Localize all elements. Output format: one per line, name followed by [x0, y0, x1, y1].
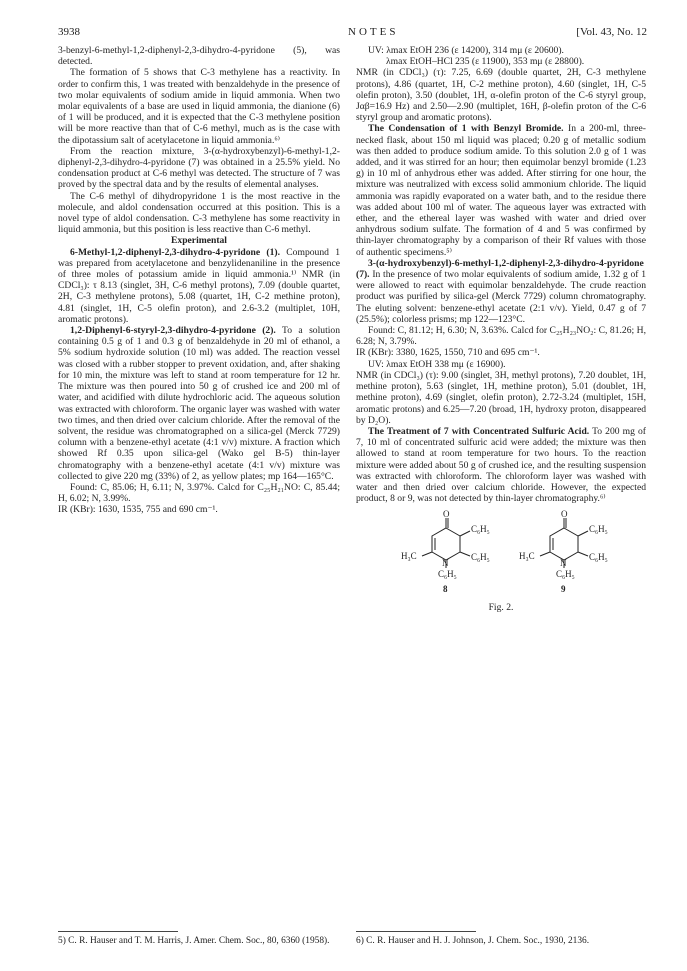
- ir-data: IR (KBr): 3380, 1625, 1550, 710 and 695 cm⁻¹.: [356, 347, 540, 359]
- label-methyl: H₃C: [401, 551, 417, 562]
- compound-number: 8: [443, 584, 448, 595]
- figure-caption: Fig. 2.: [488, 602, 514, 614]
- label-methyl: H₃C: [519, 551, 535, 562]
- experimental-paragraph: [58, 247, 340, 325]
- paragraph: The formation of 5 shows that C-3 methylene has a reactivity. In order to confirm this, 1 was treated with benzaldehyde in the presence of two molar equivalents of sodium amide in liquid ammonia. When two molar equivalents of a base are used in liquid ammonia, the dianione (6) of 1 will be produced, and it is expected that the C-3 methylene position will be more reactive than that of C-6 methyl, much as is the case with the dipotassium salt of acetylacetone in liquid ammonia.⁶⁾: [58, 67, 340, 146]
- right-column: [356, 45, 646, 614]
- running-title: NOTES: [348, 26, 399, 38]
- experimental-paragraph: [58, 325, 340, 482]
- elemental-analysis: Found: C, 85.06; H, 6.11; N, 3.97%. Calcd for C₂₅H₂₁NO: C, 85.44; H, 6.02; N, 3.99%.: [58, 481, 340, 505]
- elemental-analysis: Found: C, 81.12; H, 6.30; N, 3.63%. Calcd for C₂₅H₂₃NO₂: C, 81.26; H, 6.28; N, 3.79%.: [356, 325, 646, 348]
- paragraph-body: Compound 1 was prepared from acetylacetone and benzylidenaniline in the presence of three moles of potassium amide in liquid ammonia.¹⁾ NMR (in CDCl₃): τ 8.13 (singlet, 3H, C-6 methyl protons), 7.09 (double quartet, 2H, C-3 methylene protons), 5.08 (quartet, 1H, C-2 methine proton), 4.81 (singlet, 1H, C-5 olefin proton), and 2.6-3.2 (multiplet, 10H, aromatic protons).: [58, 246, 341, 325]
- footnote: 5) C. R. Hauser and T. M. Harris, J. Amer. Chem. Soc., 80, 6360 (1958).: [58, 936, 330, 946]
- ring-8: [432, 528, 460, 560]
- nmr-data: NMR (in CDCl₃) (τ): 9.00 (singlet, 3H, methyl protons), 7.20 doublet, 1H, methine proton), 5.63 (singlet, 1H, methine proton), 5.01 (doublet, 1H, methine proton), 4.69 (singlet, olefin proton), 2.72-3.24 (multiplet, 15H, aromatic protons) and 6.25—7.20 (broad, 1H, hydroxy proton, disappeared by D₂O).: [356, 369, 646, 426]
- label-phenyl: C₆H₅: [471, 552, 490, 563]
- experimental-paragraph: [356, 426, 646, 504]
- page-number: 3938: [58, 26, 80, 38]
- substituent-bond: [578, 552, 588, 556]
- nmr-data: NMR (in CDCl₃) (τ): 7.25, 6.69 (double quartet, 2H, C-3 methylene protons), 4.86 (quartet, 1H, C-2 methine proton), 4.60 (singlet, 1H, C-5 olefin proton), 3.50 (doublet, 1H, α-olefin proton of the C-6 styryl group, Jαβ=16.9 Hz) and 2.50—2.90 (multiplet, 16H, β-olefin proton of the C-6 styryl group and aromatic protons).: [356, 67, 646, 124]
- substituent-bond: [422, 552, 432, 556]
- substituent-bond: [578, 531, 588, 536]
- procedure-title: The Treatment of 7 with Concentrated Sulfuric Acid.: [368, 425, 590, 437]
- structure-diagram: [356, 510, 646, 600]
- page-header: [58, 26, 647, 42]
- paragraph: From the reaction mixture, 3-(α-hydroxybenzyl)-6-methyl-1,2-diphenyl-2,3-dihydro-4-pyridone (7) was obtained in a 25.5% yield. No condensation product at C-6 methyl was detected. The structure of 7 was proved by the spectral data and by the results of elemental analyses.: [58, 145, 340, 191]
- label-nitrogen: N: [442, 558, 449, 569]
- footnote-rule: [356, 931, 476, 932]
- figure-2: [356, 510, 646, 600]
- footnote: 6) C. R. Hauser and H. J. Johnson, J. Chem. Soc., 1930, 2136.: [356, 936, 590, 946]
- substituent-bond: [460, 531, 470, 536]
- paragraph-body: To a solution containing 0.5 g of 1 and 0.3 g of benzaldehyde in 20 ml of ethanol, a 5% sodium hydroxide solution (10 ml) was added. The reaction vessel was closed with a rubber stopper to prevent oxidation, and, after shaking for 10 min, the mixture was left to stand at room temperature for 12 hr. The mixture was then poured into 50 g of crushed ice and 200 ml of water, and acidified with dilute hydrochloric acid. The aqueous solution was extracted with chloroform. The organic layer was washed with water two times, and then dried over calcium chloride. After the removal of the solvent, the residue was chromatographed on a silica-gel (Merck 7729) column with a benzene-ethyl acetate (4:1 v/v) mixture. A fraction which showed Rf 0.35 upon silica-gel (Wako gel B-5) thin-layer chromatography with a benzene-ethyl acetate (4:1 v/v) mixture was collected to give 220 mg (33%) of 2, as yellow plates; mp 164—165°C.: [58, 325, 340, 482]
- left-column: [58, 45, 340, 516]
- substituent-bond: [540, 552, 550, 556]
- ring-9: [550, 528, 578, 560]
- experimental-paragraph: [356, 258, 646, 325]
- compound-number: 9: [561, 584, 566, 595]
- volume-info: [Vol. 43, No. 12: [576, 26, 647, 38]
- paragraph-body: In the presence of two molar equivalents of sodium amide, 1.32 g of 1 were allowed to react with equimolar benzaldehyde. The crude reaction product was purified by silica-gel (Merck 7729) column chromatography. The eluting solvent: benzene-ethyl acetate (2:1 v/v). Yield, 0.47 g of 7 (25.5%); colorless prisms; mp 122—123°C.: [356, 269, 646, 325]
- label-phenyl: C₆H₅: [589, 552, 608, 563]
- paragraph-body: In a 200-ml, three-necked flask, about 150 ml liquid was placed; 0.20 g of metallic sodium was then added to produce sodium amide. To this solution 2.0 g of 1 was added, and it was stirred for an hour; then equimolar benzyl bromide (1.23 g) in 10 ml of anhydrous ether was added. After stirring for one hour, the mixture was neutralized with excess solid ammonium chloride. The liquid ammonia was rapidly evaporated on a water bath, and to the residue there was added about 100 ml of water. The aqueous layer was extracted with ether, and the ethereal layer was washed with water and dried over anhydrous sodium sulfate. The formation of 4 and 5 was confirmed by thin-layer chromatography by a comparison of their Rf values with those of authentic specimens.⁵⁾: [356, 123, 646, 258]
- uv-data: λmax EtOH–HCl 235 (ε 11900), 353 mμ (ε 28800).: [386, 56, 585, 68]
- label-nitrogen: N: [560, 558, 567, 569]
- paragraph: 3-benzyl-6-methyl-1,2-diphenyl-2,3-dihydro-4-pyridone (5), was detected.: [58, 45, 340, 68]
- procedure-title: The Condensation of 1 with Benzyl Bromide.: [368, 123, 564, 135]
- uv-data: UV: λmax EtOH 338 mμ (ε 16900).: [368, 358, 506, 370]
- label-oxygen: O: [561, 510, 568, 520]
- compound-title: 1,2-Diphenyl-6-styryl-2,3-dihydro-4-pyridone (2).: [70, 325, 276, 337]
- substituent-bond: [460, 552, 470, 556]
- paragraph: The C-6 methyl of dihydropyridone 1 is the most reactive in the molecule, and aldol condensation occurred at this position. This is a novel type of aldol condensation. C-3 methylene has some reactivity in liquid ammonia, but this position is less reactive than C-6 methyl.: [58, 190, 340, 236]
- label-phenyl: C₆H₅: [589, 524, 608, 535]
- section-heading: Experimental: [171, 235, 227, 247]
- paragraph-body: To 200 mg of 7, 10 ml of concentrated sulfuric acid were added; the mixture was then allowed to stand at room temperature for two hours. To the reaction mixture were added about 50 g of crushed ice, and the resulting suspension was extracted with chloroform. The chloroform layer was washed with water and then dried over calcium chloride. However, the expected product, 8 or 9, was not detected by thin-layer chromatography.⁶⁾: [356, 425, 646, 505]
- compound-title: 3-(α-hydroxybenzyl)-6-methyl-1,2-diphenyl-2,3-dihydro-4-pyridone (7).: [356, 257, 644, 281]
- experimental-paragraph: [356, 123, 646, 257]
- label-phenyl: C₆H₅: [438, 569, 457, 580]
- label-phenyl: C₆H₅: [471, 524, 490, 535]
- compound-title: 6-Methyl-1,2-diphenyl-2,3-dihydro-4-pyridone (1).: [70, 246, 280, 258]
- label-oxygen: O: [443, 510, 450, 520]
- footnote-rule: [58, 931, 178, 932]
- label-phenyl: C₆H₅: [556, 569, 575, 580]
- uv-data: UV: λmax EtOH 236 (ε 14200), 314 mμ (ε 20600).: [368, 45, 564, 56]
- ir-data: IR (KBr): 1630, 1535, 755 and 690 cm⁻¹.: [58, 504, 218, 516]
